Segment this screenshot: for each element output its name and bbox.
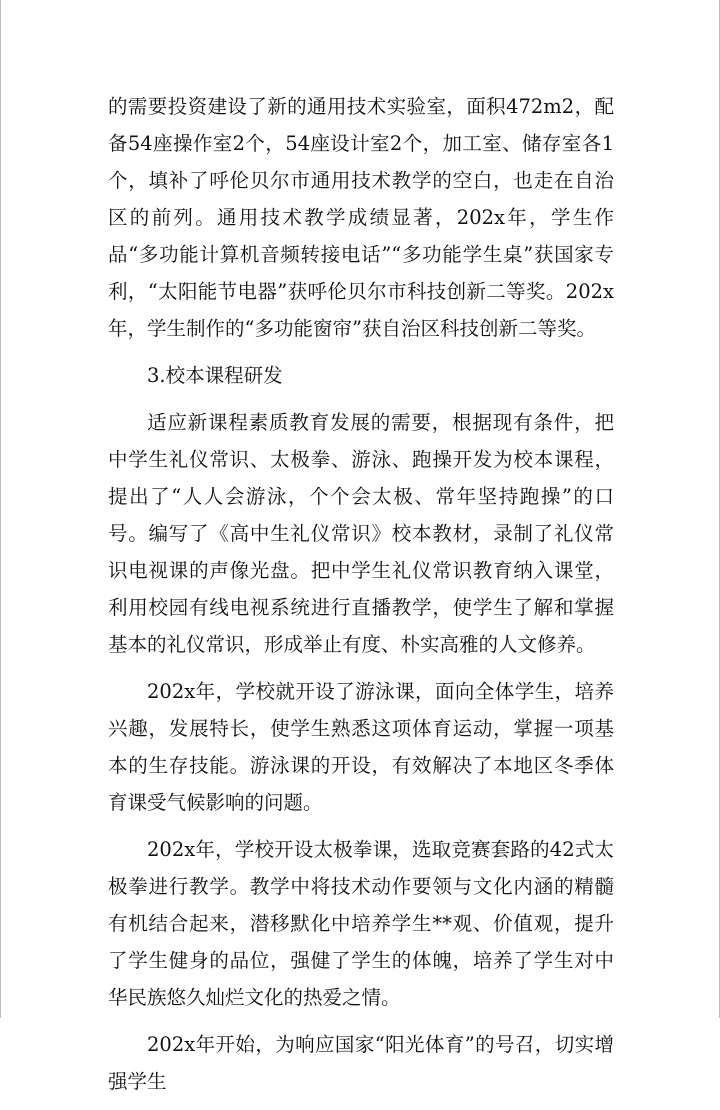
section-heading: 3.校本课程研发 bbox=[147, 364, 283, 387]
continued-paragraph: 的需要投资建设了新的通用技术实验室，面积472m2，配备54座操作室2个，54座设计室2个，加工室、储存室各1个，填补了呼伦贝尔市通用技术教学的空白，也走在自治区的前列。通用技术教学成绩显著，202x年，学生作品“多功能计算机音频转接电话”“多功能学生桌”获国家专利，“太阳能节电器”获呼伦贝尔市科技创新二等奖。202x年，学生制作的“多功能窗帘”获自治区科技创新二等奖。 bbox=[108, 95, 614, 340]
paragraph-taichi-course: 202x年，学校开设太极拳课，选取竞赛套路的42式太极拳进行教学。教学中将技术动作要领与文化内涵的精髓有机结合起来，潜移默化中培养学生**观、价值观，提升了学生健身的品位，强健了学生的体魄，培养了学生对中华民族悠久灿烂文化的热爱之情。 bbox=[108, 838, 614, 1009]
paragraph-swimming-course: 202x年，学校就开设了游泳课，面向全体学生，培养兴趣，发展特长，使学生熟悉这项体育运动，掌握一项基本的生存技能。游泳课的开设，有效解决了本地区冬季体育课受气候影响的问题。 bbox=[108, 680, 614, 814]
paragraph-sunshine-sports: 202x年开始，为响应国家“阳光体育”的号召，切实增强学生 bbox=[108, 1033, 614, 1093]
paragraph-etiquette-course: 适应新课程素质教育发展的需要，根据现有条件，把中学生礼仪常识、太极拳、游泳、跑操开发为校本课程，提出了“人人会游泳，个个会太极、常年坚持跑操”的口号。编写了《高中生礼仪常识》校本教材，录制了礼仪常识电视课的声像光盘。把中学生礼仪常识教育纳入课堂，利用校园有线电视系统进行直播教学，使学生了解和掌握基本的礼仪常识，形成举止有度、朴实高雅的人文修养。 bbox=[108, 411, 614, 656]
document-body bbox=[108, 88, 614, 1110]
